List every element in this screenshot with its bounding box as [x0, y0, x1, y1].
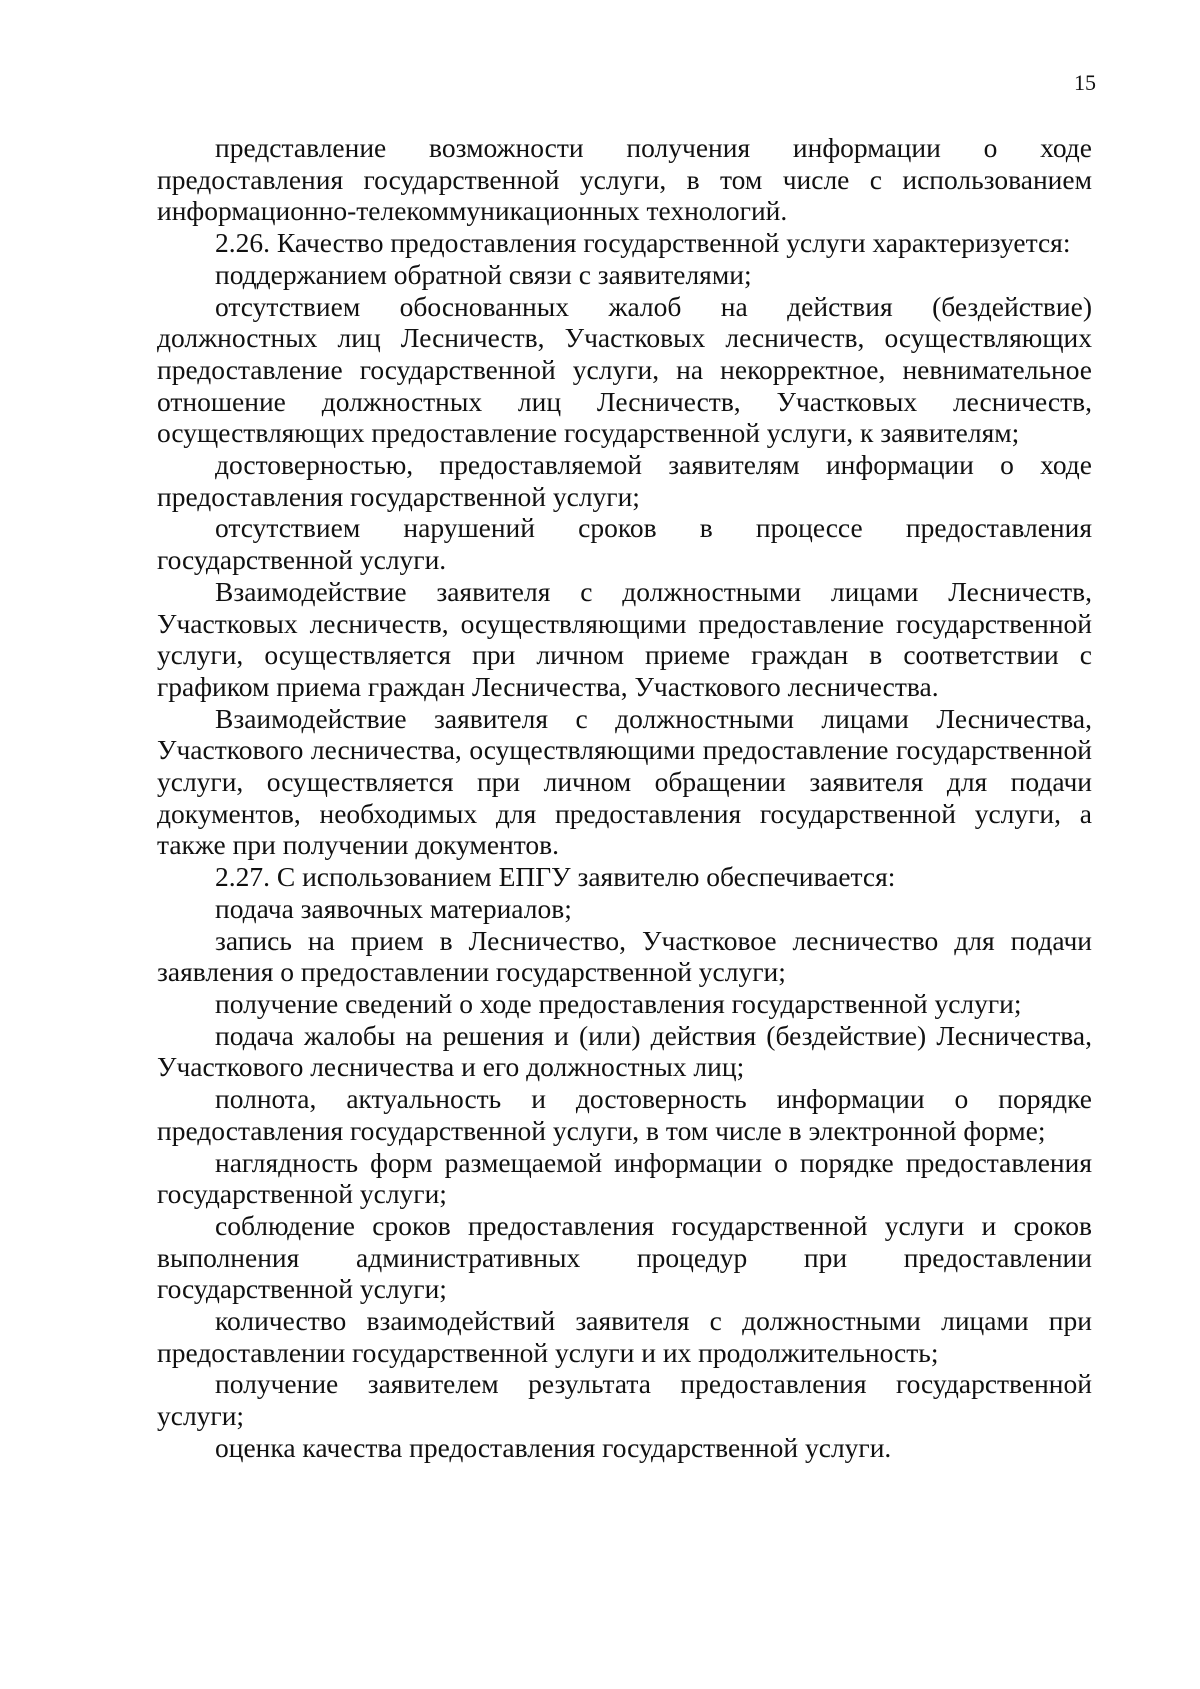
- paragraph: соблюдение сроков предоставления государственной услуги и сроков выполнения административных процедур при предоставлении государственной услуги;: [157, 1209, 1092, 1305]
- paragraph: количество взаимодействий заявителя с должностными лицами при предоставлении государственной услуги и их продолжительность;: [157, 1305, 1092, 1368]
- document-body: [157, 132, 1092, 1464]
- paragraph: достоверностью, предоставляемой заявителям информации о ходе предоставления государственной услуги;: [157, 449, 1092, 512]
- page-number: 15: [1074, 70, 1096, 95]
- paragraph: подача заявочных материалов;: [215, 892, 572, 924]
- paragraph: подача жалобы на решения и (или) действия (бездействие) Лесничества, Участкового лесничества и его должностных лиц;: [157, 1019, 1092, 1083]
- paragraph: оценка качества предоставления государственной услуги.: [215, 1431, 892, 1463]
- paragraph: отсутствием обоснованных жалоб на действия (бездействие) должностных лиц Лесничеств, Участковых лесничеств, осуществляющих предоставление государственной услуги, на некорректное, невнимательное отношение должностных лиц Лесничеств, Участковых лесничеств, осуществляющих предоставление государственной услуги, к заявителям;: [157, 290, 1092, 449]
- paragraph: Взаимодействие заявителя с должностными лицами Лесничества, Участкового лесничества, осуществляющими предоставление государственной услуги, осуществляется при личном обращении заявителя для подачи документов, необходимых для предоставления государственной услуги, а также при получении документов.: [157, 702, 1092, 861]
- paragraph: представление возможности получения информации о ходе предоставления государственной услуги, в том числе с использованием информационно-телекоммуникационных технологий.: [157, 132, 1092, 227]
- paragraph: наглядность форм размещаемой информации о порядке предоставления государственной услуги;: [157, 1146, 1092, 1210]
- paragraph: запись на прием в Лесничество, Участковое лесничество для подачи заявления о предоставлении государственной услуги;: [157, 924, 1092, 988]
- paragraph: поддержанием обратной связи с заявителями;: [215, 258, 752, 290]
- paragraph: 2.26. Качество предоставления государственной услуги характеризуется:: [215, 227, 1071, 259]
- paragraph: отсутствием нарушений сроков в процессе предоставления государственной услуги.: [157, 512, 1092, 576]
- paragraph: 2.27. С использованием ЕПГУ заявителю обеспечивается:: [215, 861, 896, 893]
- paragraph: получение заявителем результата предоставления государственной услуги;: [157, 1368, 1092, 1432]
- paragraph: Взаимодействие заявителя с должностными лицами Лесничеств, Участковых лесничеств, осуществляющими предоставление государственной услуги, осуществляется при личном приеме граждан в соответствии с графиком приема граждан Лесничества, Участкового лесничества.: [157, 575, 1092, 702]
- paragraph: получение сведений о ходе предоставления государственной услуги;: [215, 987, 1022, 1019]
- paragraph: полнота, актуальность и достоверность информации о порядке предоставления государственной услуги, в том числе в электронной форме;: [157, 1083, 1092, 1146]
